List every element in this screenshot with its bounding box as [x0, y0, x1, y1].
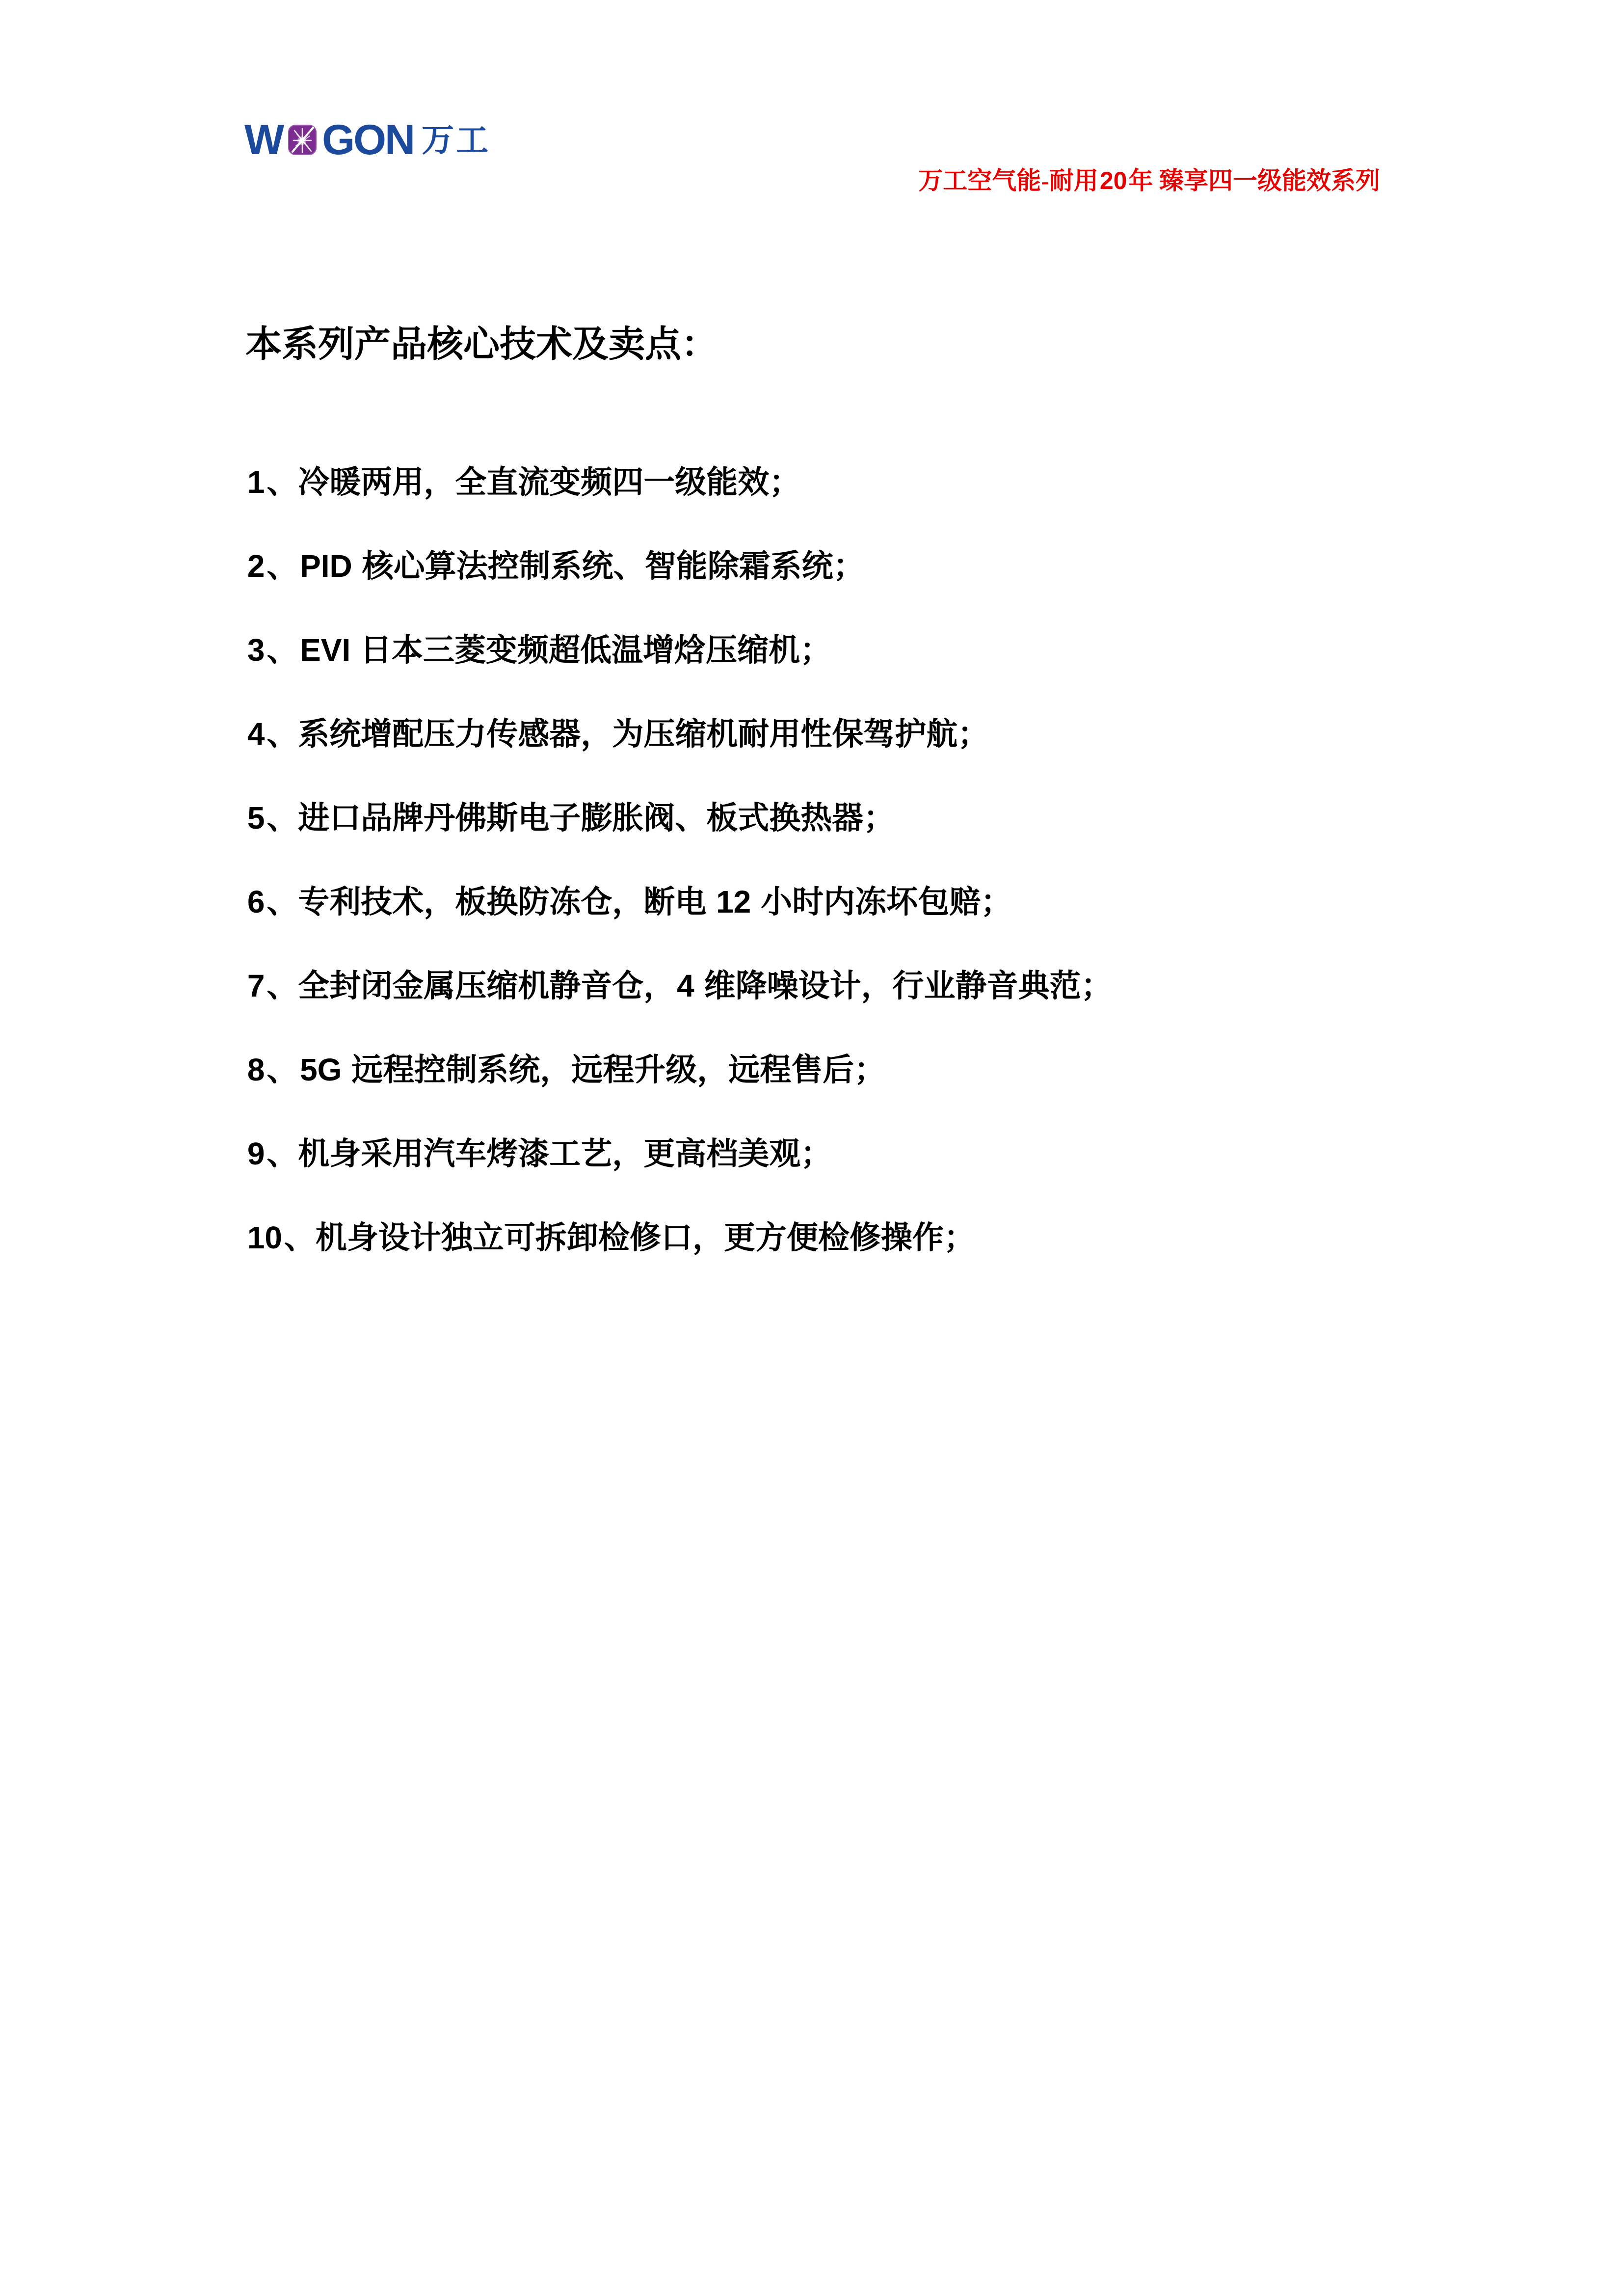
- list-item: 2、PID 核心算法控制系统、智能除霜系统；: [247, 548, 865, 584]
- list-item: 4、系统增配压力传感器，为压缩机耐用性保驾护航；: [247, 716, 989, 752]
- list-item: 7、全封闭金属压缩机静音仓，4 维降噪设计，行业静音典范；: [247, 968, 1113, 1003]
- starburst-icon: [288, 124, 317, 156]
- logo-word-gon: GON: [322, 116, 414, 163]
- list-item: 10、机身设计独立可拆卸检修口，更方便检修操作；: [247, 1220, 975, 1255]
- list-item: 5、进口品牌丹佛斯电子膨胀阀、板式换热器；: [247, 800, 895, 836]
- list-item: 9、机身采用汽车烤漆工艺，更高档美观；: [247, 1136, 832, 1171]
- page-title: 本系列产品核心技术及卖点：: [245, 324, 718, 365]
- list-item: 8、5G 远程控制系统，远程升级，远程售后；: [247, 1052, 886, 1087]
- list-item: 3、EVI 日本三菱变频超低温增焓压缩机；: [247, 632, 832, 668]
- list-item: 1、冷暖两用，全直流变频四一级能效；: [247, 464, 801, 500]
- feature-list: [245, 466, 1113, 1306]
- brand-logo: [244, 116, 491, 163]
- logo-word-cn: 万工: [422, 122, 491, 158]
- series-tagline: 万工空气能-耐用20年 臻享四一级能效系列: [918, 167, 1380, 194]
- list-item: 6、专利技术，板换防冻仓，断电 12 小时内冻坏包赔；: [247, 884, 1012, 919]
- logo-word-w: W: [244, 116, 283, 163]
